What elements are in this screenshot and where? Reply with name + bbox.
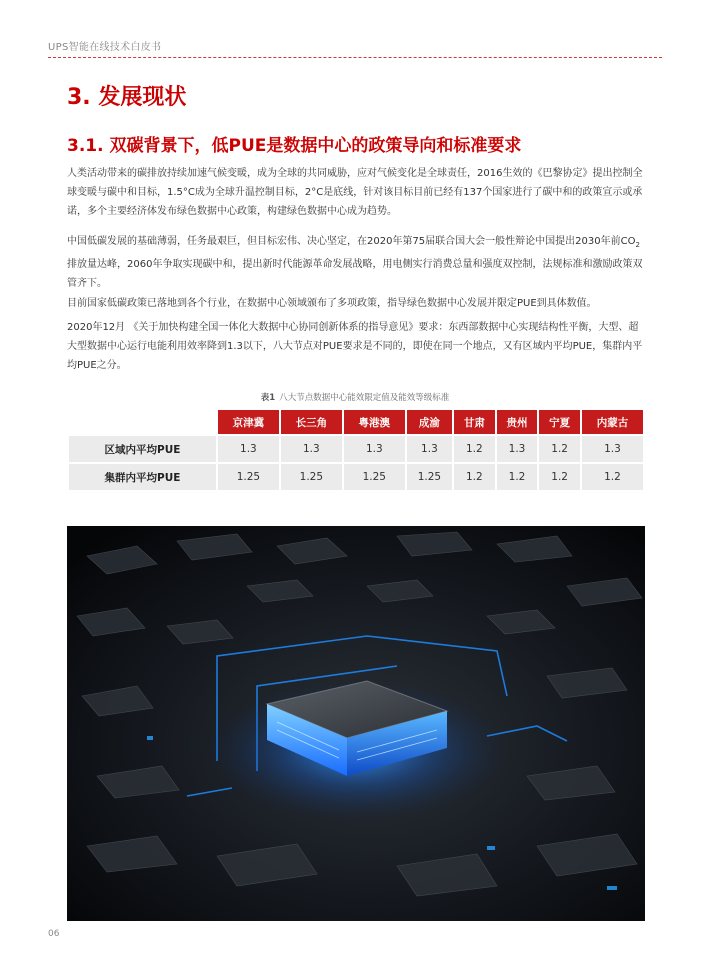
- table-column-header: 长三角: [281, 410, 342, 434]
- table-cell: 1.2: [582, 464, 643, 490]
- table-cell: 1.3: [281, 436, 342, 462]
- table-cell: 1.3: [582, 436, 643, 462]
- table-row: [69, 436, 643, 462]
- table-column-header: 内蒙古: [582, 410, 643, 434]
- table-caption: [0, 391, 710, 403]
- table-cell: 1.25: [407, 464, 452, 490]
- paragraph-climate: 人类活动带来的碳排放持续加速气候变暖，成为全球的共同威胁，应对气候变化是全球责任，2016生效的《巴黎协定》提出控制全球变暖与碳中和目标，1.5°C成为全球升温控制目标，2°C是底线，针对该目标目前已经有137个国家进行了碳中和的政策宣示或承诺，多个主要经济体发布绿色数据中心政策，构建绿色数据中心成为趋势。: [67, 168, 643, 217]
- table-caption-text: 八大节点数据中心能效限定值及能效等级标准: [279, 393, 450, 403]
- paragraph-china-goals-part2: 排放量达峰，2060年争取实现碳中和，提出新时代能源革命发展战略，用电侧实行消费总量和强度双控制，法规标准和激励政策双管齐下。: [67, 259, 643, 289]
- paragraph-policy: 目前国家低碳政策已落地到各个行业，在数据中心领域颁布了多项政策，指导绿色数据中心发展并限定PUE到具体数值。: [67, 298, 597, 309]
- table-cell: 1.2: [497, 464, 538, 490]
- table-cell: 1.3: [218, 436, 279, 462]
- page-number: 06: [48, 929, 60, 939]
- table-row-label: 区域内平均PUE: [69, 436, 216, 462]
- table-column-header: 贵州: [497, 410, 538, 434]
- table-column-header: 京津冀: [218, 410, 279, 434]
- table-cell: 1.3: [407, 436, 452, 462]
- co2-subscript: 2: [635, 241, 640, 249]
- table-cell: 1.3: [344, 436, 405, 462]
- table-cell: 1.25: [281, 464, 342, 490]
- paragraph-guideline: 2020年12月 《关于加快构建全国一体化大数据中心协同创新体系的指导意见》要求：东西部数据中心实现结构性平衡，大型、超大型数据中心运行电能利用效率降到1.3以下，八大节点对PUE要求是不同的，即使在同一个地点，又有区域内平均PUE，集群内平均PUE之分。: [67, 322, 643, 371]
- paragraph-china-goals: [67, 232, 645, 293]
- table-row: [69, 464, 643, 490]
- header-divider: [48, 57, 662, 58]
- table-column-header: 甘肃: [454, 410, 495, 434]
- microchip-image: [67, 526, 645, 921]
- subsection-title: 3.1. 双碳背景下，低PUE是数据中心的政策导向和标准要求: [67, 136, 522, 156]
- table-cell: 1.25: [218, 464, 279, 490]
- table-caption-label: 表1: [260, 393, 276, 403]
- glowing-microchip-icon: [67, 526, 645, 921]
- paragraph-china-goals-part1: 中国低碳发展的基础薄弱，任务最艰巨，但目标宏伟、决心坚定，在2020年第75届联合国大会一般性辩论中国提出2030年前CO: [67, 236, 636, 247]
- pue-table: [67, 408, 645, 492]
- document-header-title: UPS智能在线技术白皮书: [48, 42, 162, 53]
- section-title: 3. 发展现状: [67, 85, 187, 110]
- table-header-row: [69, 410, 643, 434]
- table-cell: 1.25: [344, 464, 405, 490]
- table-column-header: 成渝: [407, 410, 452, 434]
- table-cell: 1.2: [454, 464, 495, 490]
- table-column-header: 宁夏: [539, 410, 580, 434]
- table-cell: 1.3: [497, 436, 538, 462]
- table-cell: 1.2: [454, 436, 495, 462]
- table-row-label: 集群内平均PUE: [69, 464, 216, 490]
- table-cell: 1.2: [539, 436, 580, 462]
- table-column-header: 粤港澳: [344, 410, 405, 434]
- table-cell: 1.2: [539, 464, 580, 490]
- table-corner-cell: [69, 410, 216, 434]
